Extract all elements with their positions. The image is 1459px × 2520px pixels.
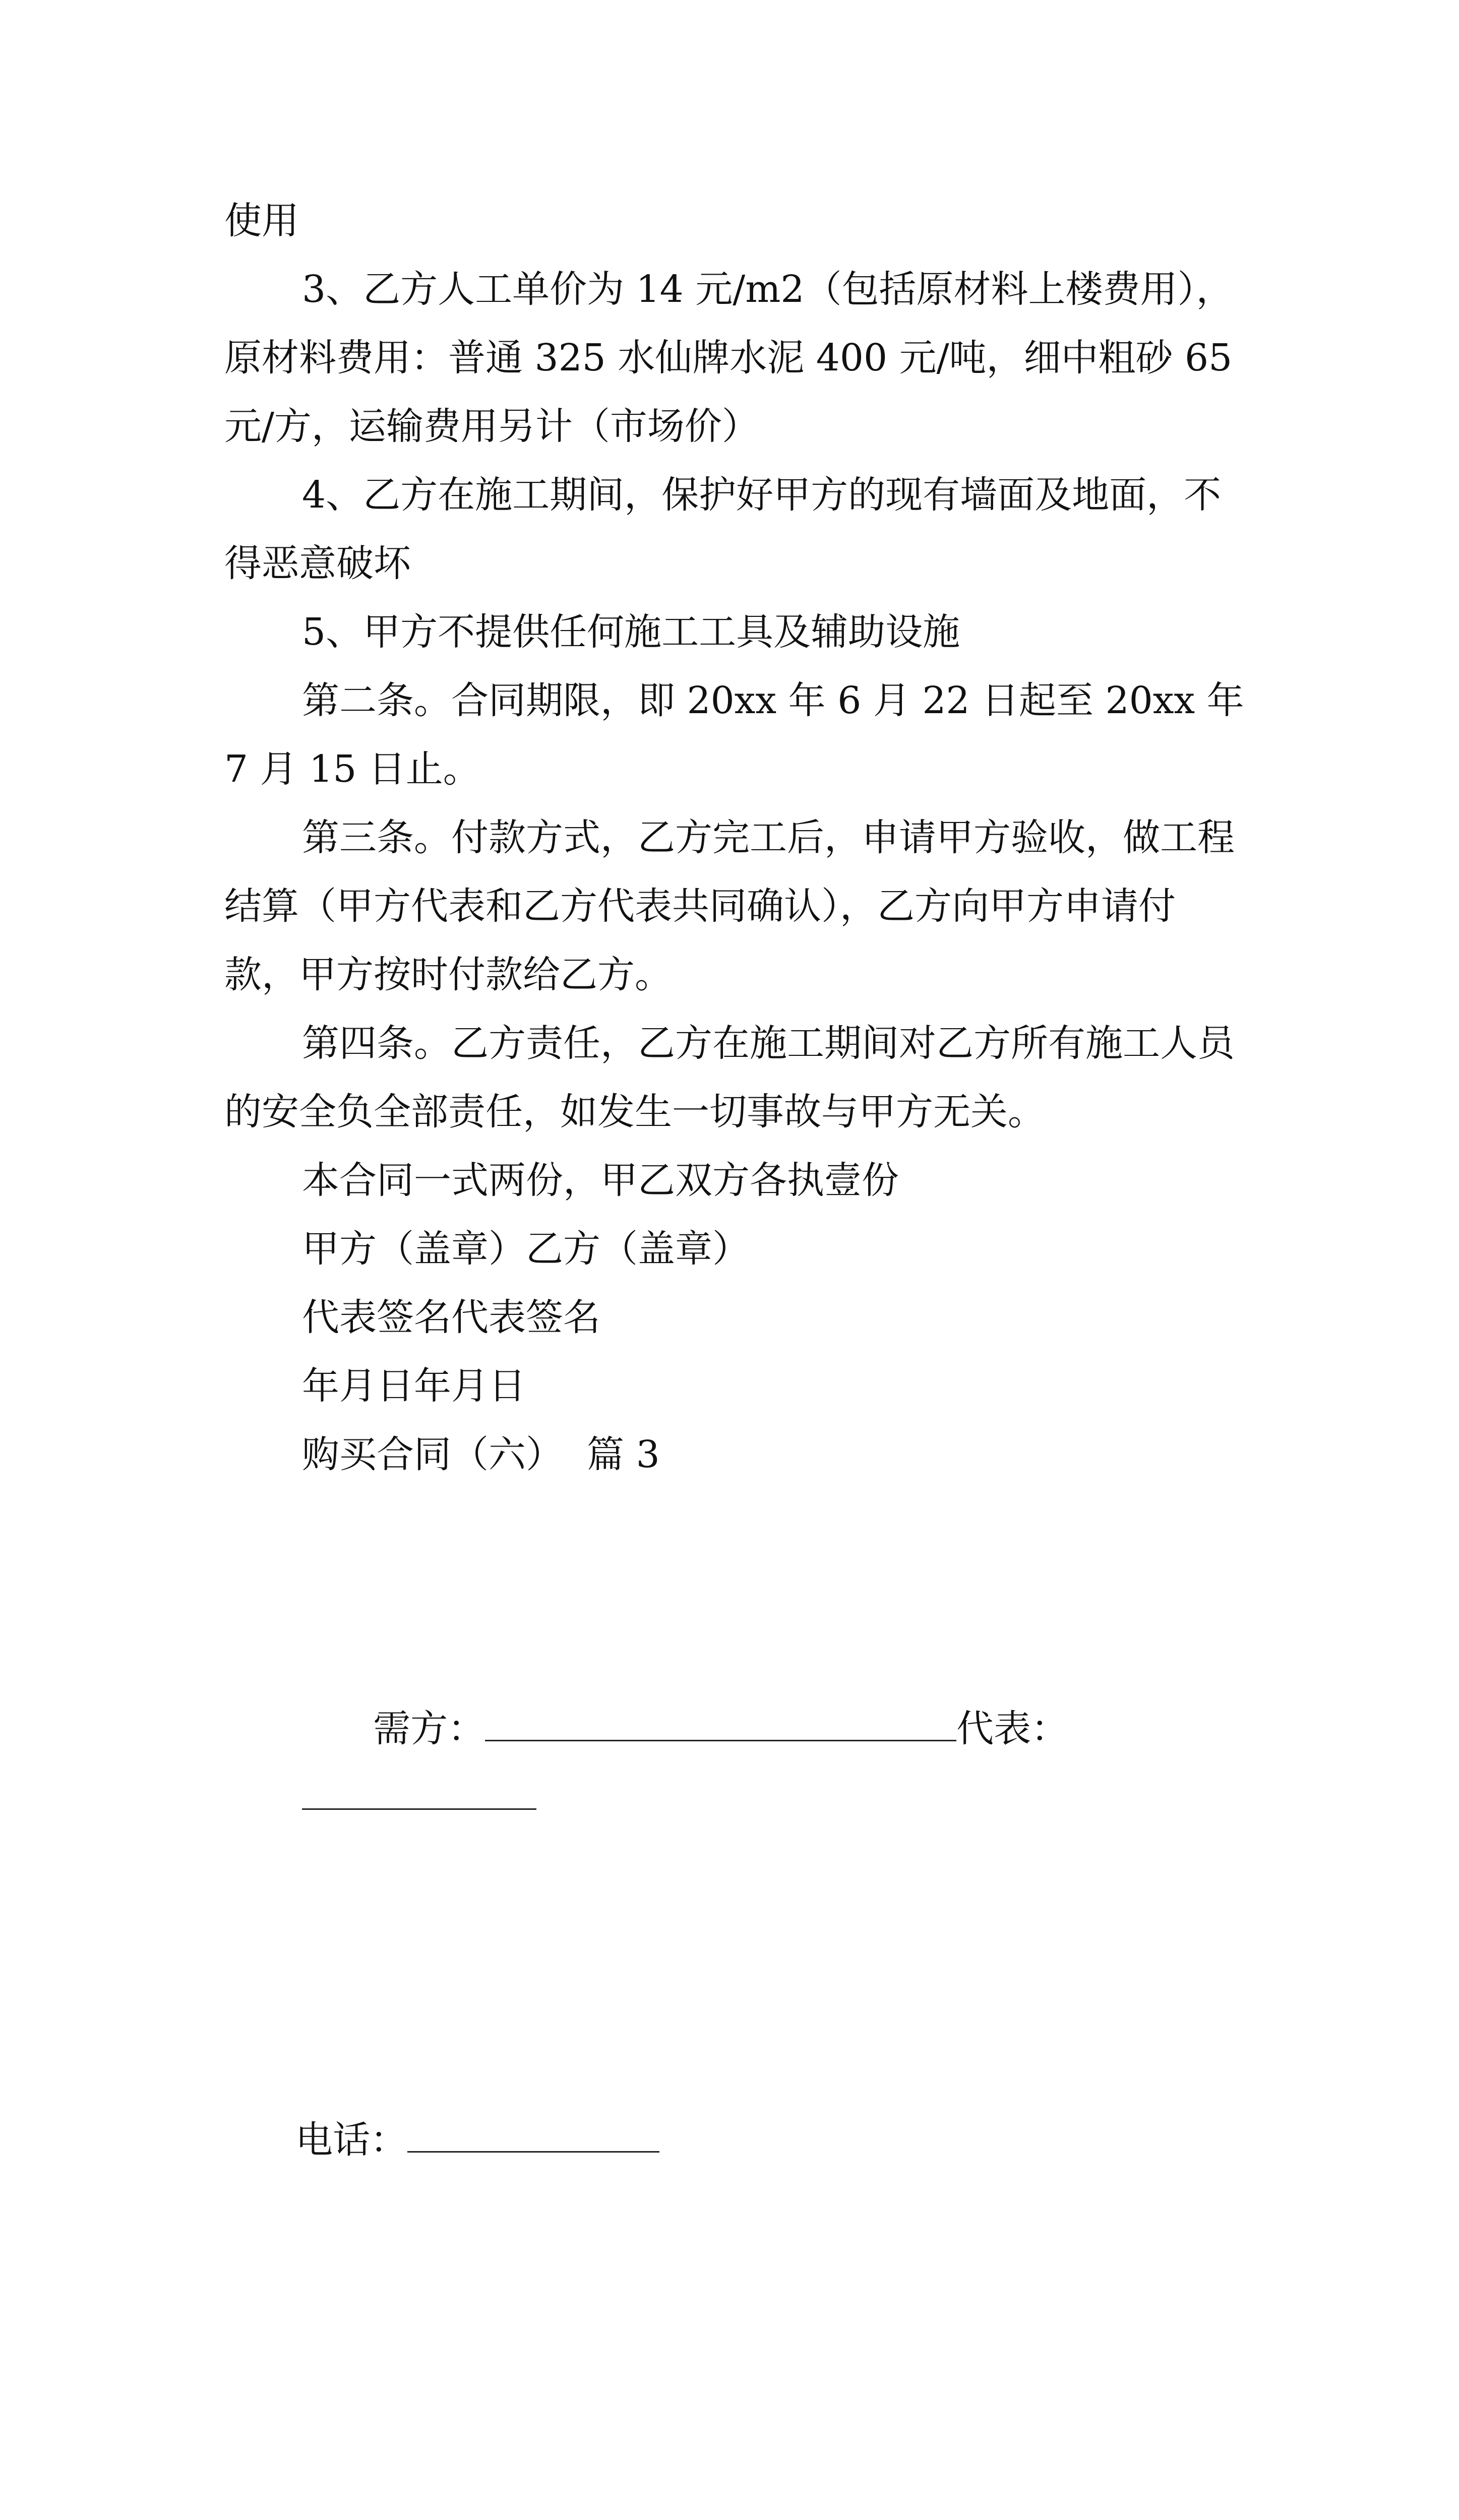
- section-heading: 购买合同（六） 篇 3: [302, 1433, 660, 1476]
- paragraph-continuation: 使用: [224, 199, 299, 242]
- document-page: [224, 186, 1256, 2520]
- buyer-row: [224, 1626, 1248, 1900]
- paragraph-copies: 本合同一式两份，甲乙双方各执壹份: [302, 1159, 899, 1202]
- supplier-row: [224, 2517, 1248, 2520]
- buyer-block: [224, 1489, 1248, 2380]
- buyer-rep-label: 代表：: [956, 1707, 1069, 1750]
- paragraph-clause-5: 5、甲方不提供任何施工工具及辅助设施: [302, 610, 960, 654]
- paragraph-article-2: 第二条。合同期限，即 20xx 年 6 月 22 日起至 20xx 年 7 月 15 日止。: [224, 679, 1256, 791]
- buyer-name-blank[interactable]: [485, 1709, 956, 1741]
- buyer-phone-label: 电话：: [295, 2118, 408, 2162]
- paragraph-signatures: 代表签名代表签名: [302, 1296, 600, 1339]
- paragraph-seals: 甲方（盖章）乙方（盖章）: [302, 1227, 750, 1271]
- paragraph-clause-4: 4、乙方在施工期间，保护好甲方的现有墙面及地面，不得恶意破坏: [224, 473, 1222, 585]
- buyer-phone-row: [224, 2037, 1248, 2243]
- paragraph-article-3: 第三条。付款方式，乙方完工后，申请甲方验收，做工程结算（甲方代表和乙方代表共同确认），乙方向甲方申请付款，甲方按时付款给乙方。: [224, 816, 1235, 996]
- paragraph-dates: 年月日年月日: [302, 1364, 526, 1408]
- supplier-block: [224, 2380, 1248, 2520]
- buyer-phone-blank[interactable]: [407, 2120, 659, 2153]
- buyer-rep-blank[interactable]: [302, 1777, 536, 1810]
- paragraph-article-4: 第四条。乙方责任，乙方在施工期间对乙方所有施工人员的安全负全部责任，如发生一切事故与甲方无关。: [224, 1022, 1235, 1133]
- buyer-label: 需方：: [373, 1707, 485, 1750]
- paragraph-clause-3: 3、乙方人工单价为 14 元/m2（包括原材料上楼费用），原材料费用：普通 325 水仙牌水泥 400 元/吨，细中粗砂 65 元/方，运输费用另计（市场价）: [224, 268, 1244, 448]
